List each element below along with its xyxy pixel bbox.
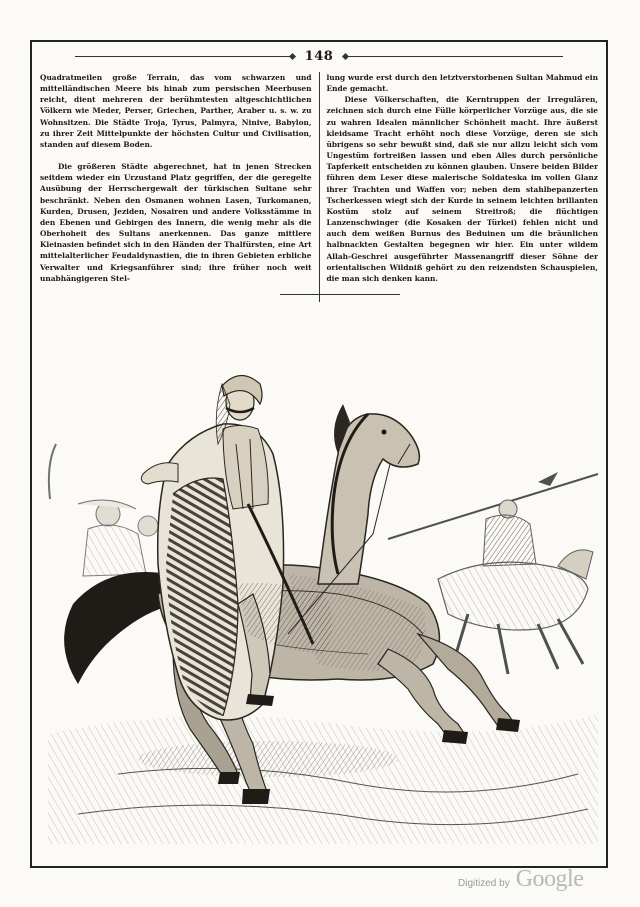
engraving-illustration bbox=[38, 304, 600, 852]
header-rule-right bbox=[343, 56, 563, 57]
background-rider-left bbox=[49, 444, 158, 576]
article-text bbox=[40, 72, 598, 302]
google-logo: Google bbox=[515, 866, 584, 892]
paragraph: Quadratmeilen große Terrain, das vom schwarzen und mittelländischen Meere bis hinab zum persischen Meerbusen reicht, dient mehreren der berühmtesten altgeschichtlichen Völkern wie Meder, Perser, Griechen, Parther, Araber u. s. w. zu Wohnsitzen. Die Städte Troja, Tyrus, Palmyra, Ninive, Babylon, zu ihrer Zeit Mittelpunkte der höchsten Cultur und Civilisation, standen auf diesem Boden. bbox=[40, 73, 312, 149]
digitization-watermark bbox=[458, 866, 583, 896]
page-header bbox=[32, 48, 606, 64]
paragraph: Die größeren Städte abgerechnet, hat in jenen Strecken seitdem wieder ein Urzustand Platz gegriffen, der die geregelte Ausübung der Herrschergewalt der türkischen Sultane sehr beschränkt. Neben den Osmanen wohnen Lasen, Turkomanen, Kurden, Drusen, Jeziden, Nosairen und andere Volksstämme in den Ebenen und Gebirgen des Innern, die wenig mehr als die Oberhoheit des Sultans anerkennen. Das ganze mittlere Kleinasien befindet sich in den Händen der Thalfürsten, eine Art mittelalterlicher Feudaldynastien, die in ihren Gebieten erbliche Verwalter und Kriegsanführer sind; ihre früher noch weit unabhängigeren Stel- bbox=[40, 162, 312, 283]
text-column-right bbox=[320, 72, 599, 302]
watermark-label: Digitized by bbox=[458, 878, 510, 889]
header-rule-left bbox=[75, 56, 295, 57]
ground-shading bbox=[48, 714, 598, 844]
page-frame bbox=[30, 40, 608, 868]
text-column-left bbox=[40, 72, 319, 302]
page-number: 148 bbox=[304, 48, 334, 64]
paragraph: Diese Völkerschaften, die Kerntruppen der Irregulären, zeichnen sich durch eine Fülle körperlicher Vorzüge aus, die sie zu wahren Idealen männlicher Schönheit macht. Ihre äußerst kleidsame Tracht erhöht noch diese Vorzüge, deren sie sich übrigens so sehr bewußt sind, daß sie nur allzu leicht sich vom Ungestüm fortreißen lassen und eben Alles durch persönliche Tapferkeit entscheiden zu können glauben. Unsere beiden Bilder führen dem Leser diese malerische Soldateska im vollen Glanz ihrer Trachten und Waffen vor; neben dem stahlbepanzerten Tscherkessen wiegt sich der Kurde in seinem leichten brillanten Kostüm stolz auf seinem Streitroß; die flüchtigen Lanzenschwinger (die Kosaken der Türkei) fehlen nicht und auch dem weißen Burnus des Beduinen um die bräunlichen halbnackten Gestalten begegnen wir hier. Ein unter wildem Allah-Geschrei ausgeführter Massenangriff dieser Söhne der orientalischen Wildniß gehört zu den reizendsten Schauspielen, die man sich denken kann. bbox=[326, 95, 598, 283]
paragraph: lung wurde erst durch den letztverstorbenen Sultan Mahmud ein Ende gemacht. bbox=[326, 73, 598, 94]
horseman-engraving bbox=[38, 304, 600, 852]
section-separator bbox=[280, 294, 400, 295]
